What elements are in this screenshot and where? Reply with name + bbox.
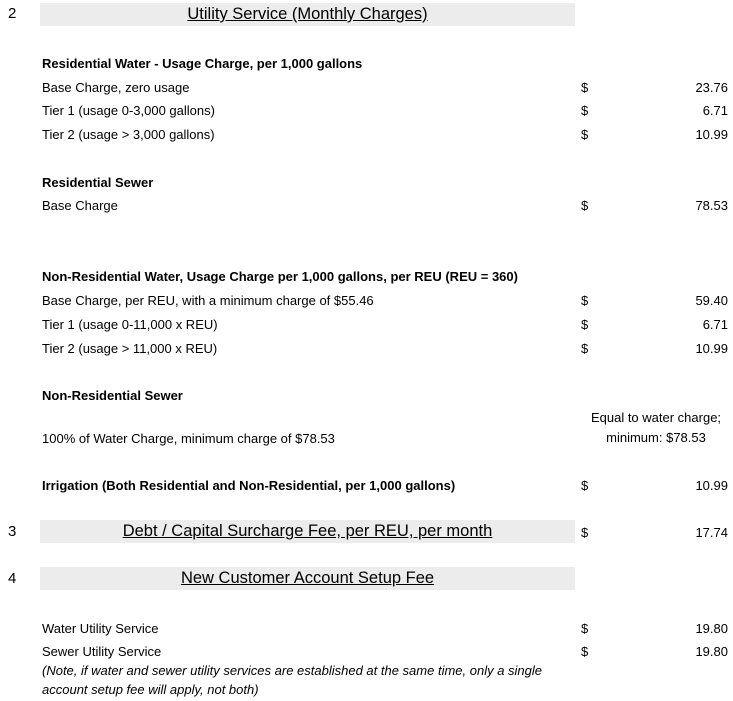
setup-fee-note [42, 661, 542, 699]
section-number: 3 [8, 523, 17, 540]
rate-label: Base Charge, zero usage [42, 80, 190, 95]
fee-value: 19.80 [695, 621, 728, 636]
rate-value: 10.99 [695, 478, 728, 493]
currency-symbol: $ [581, 644, 589, 659]
rate-value: 10.99 [695, 127, 728, 142]
rate-value: 6.71 [702, 103, 728, 118]
currency-symbol: $ [581, 621, 589, 636]
fee-label: Water Utility Service [42, 621, 159, 636]
rate-value: 6.71 [702, 317, 728, 332]
rate-value: 10.99 [695, 341, 728, 356]
rate-label: Tier 2 (usage > 11,000 x REU) [42, 341, 218, 356]
currency-symbol: $ [581, 198, 589, 213]
residential-sewer-heading: Residential Sewer [42, 175, 154, 190]
currency-symbol: $ [581, 478, 589, 493]
currency-symbol: $ [581, 341, 589, 356]
irrigation-heading: Irrigation (Both Residential and Non-Residential, per 1,000 gallons) [42, 478, 456, 493]
rate-value-note-line: minimum: $78.53 [606, 430, 706, 445]
rate-label: Tier 2 (usage > 3,000 gallons) [42, 127, 215, 142]
residential-water-heading: Residential Water - Usage Charge, per 1,000 gallons [42, 56, 363, 71]
currency-symbol: $ [581, 525, 589, 540]
section-title: New Customer Account Setup Fee [180, 569, 435, 587]
section-number: 2 [8, 5, 17, 22]
rate-value: 59.40 [695, 293, 728, 308]
section-title: Utility Service (Monthly Charges) [187, 5, 428, 23]
nonresidential-sewer-heading: Non-Residential Sewer [42, 388, 183, 403]
rate-value: 23.76 [695, 80, 728, 95]
rate-label: Base Charge [42, 198, 118, 213]
rate-label: 100% of Water Charge, minimum charge of $78.53 [42, 431, 335, 446]
rate-label: Tier 1 (usage 0-11,000 x REU) [42, 317, 218, 332]
currency-symbol: $ [581, 103, 589, 118]
note-line: (Note, if water and sewer utility services are established at the same time, only a single [42, 663, 543, 678]
rate-value: 17.74 [695, 525, 728, 540]
fee-label: Sewer Utility Service [42, 644, 162, 659]
currency-symbol: $ [581, 317, 589, 332]
fee-value: 19.80 [695, 644, 728, 659]
currency-symbol: $ [581, 80, 589, 95]
section-number: 4 [8, 570, 17, 587]
nonresidential-water-heading: Non-Residential Water, Usage Charge per 1,000 gallons, per REU (REU = 360) [42, 269, 518, 284]
rate-label: Tier 1 (usage 0-3,000 gallons) [42, 103, 215, 118]
note-line: account setup fee will apply, not both) [42, 682, 259, 697]
rate-label: Base Charge, per REU, with a minimum charge of $55.46 [42, 293, 374, 308]
currency-symbol: $ [581, 127, 589, 142]
rate-value: 78.53 [695, 198, 728, 213]
currency-symbol: $ [581, 293, 589, 308]
section-title: Debt / Capital Surcharge Fee, per REU, per month [122, 522, 493, 540]
rate-value-note [578, 408, 733, 448]
rate-value-note-line: Equal to water charge; [590, 410, 722, 425]
